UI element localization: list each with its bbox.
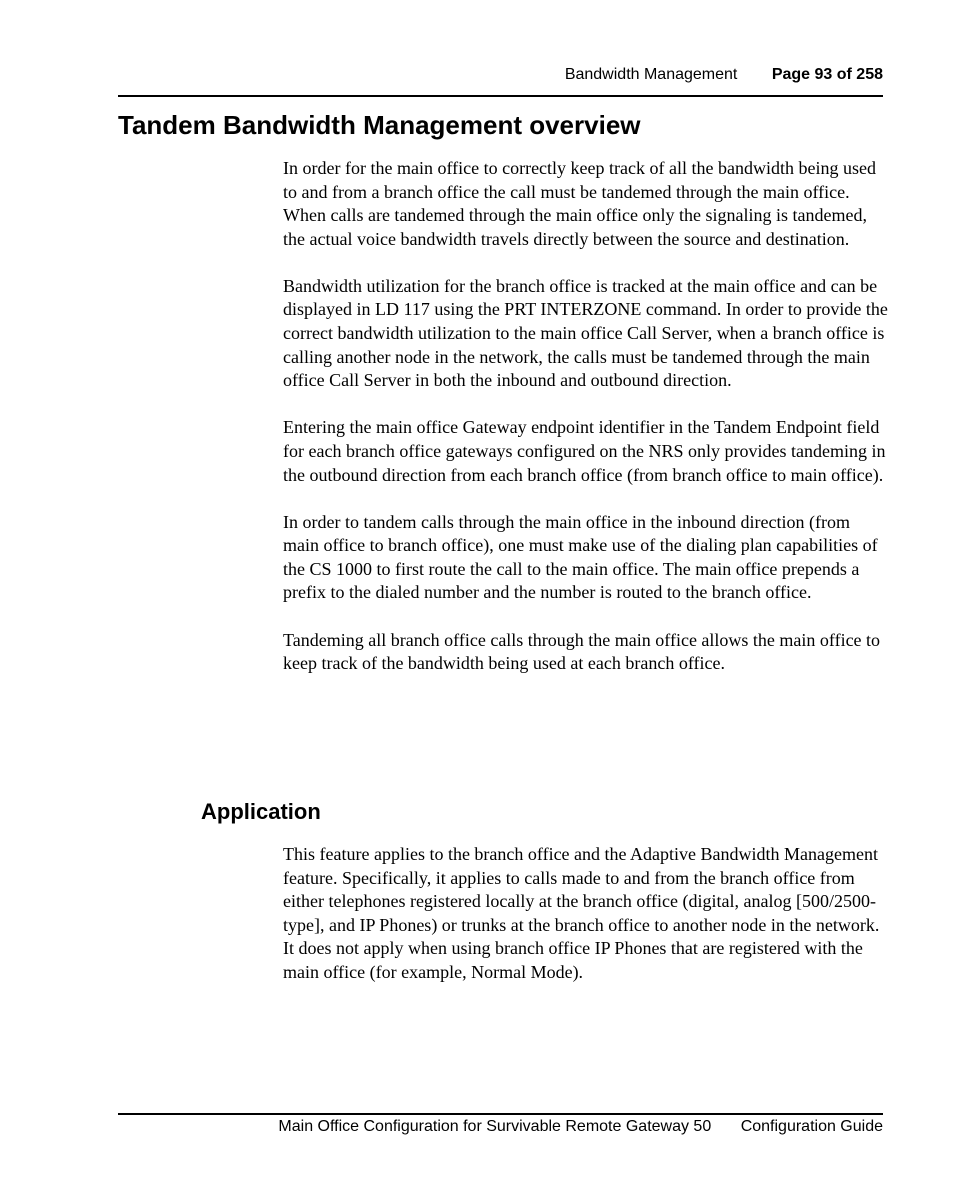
overview-body bbox=[283, 157, 888, 699]
paragraph: In order for the main office to correctly keep track of all the bandwidth being used to and from a branch office the call must be tandemed through the main office. When calls are tandemed through the main office only the signaling is tandemed, the actual voice bandwidth travels directly between the source and destination. bbox=[283, 158, 876, 249]
running-header bbox=[565, 66, 883, 84]
application-heading: Application bbox=[201, 799, 321, 824]
application-body bbox=[283, 843, 888, 1008]
paragraph: Tandeming all branch office calls through the main office allows the main office to keep track of the bandwidth being used at each branch office. bbox=[283, 629, 881, 674]
paragraph: Bandwidth utilization for the branch office is tracked at the main office and can be displayed in LD 117 using the PRT INTERZONE command. In order to provide the correct bandwidth utilization to the main office Call Server, when a branch office is calling another node in the network, the calls must be tandemed through the main office Call Server in both the inbound and outbound direction. bbox=[283, 275, 888, 391]
page-title: Tandem Bandwidth Management overview bbox=[118, 110, 641, 140]
page-number: Page 93 of 258 bbox=[771, 66, 883, 83]
footer-rule bbox=[118, 1113, 883, 1115]
footer-document-type: Configuration Guide bbox=[740, 1118, 883, 1135]
paragraph: Entering the main office Gateway endpoint identifier in the Tandem Endpoint field for each branch office gateways configured on the NRS only provides tandeming in the outbound direction from each branch office (from branch office to main office). bbox=[283, 417, 886, 485]
header-section-name: Bandwidth Management bbox=[564, 66, 738, 83]
footer-document-name: Main Office Configuration for Survivable Remote Gateway 50 bbox=[278, 1118, 712, 1135]
paragraph: In order to tandem calls through the main office in the inbound direction (from main office to branch office), one must make use of the dialing plan capabilities of the CS 1000 to first route the call to the main office. The main office prepends a prefix to the dialed number and the number is routed to the branch office. bbox=[283, 511, 878, 603]
header-rule bbox=[118, 95, 883, 97]
running-footer bbox=[278, 1118, 883, 1136]
paragraph: This feature applies to the branch office and the Adaptive Bandwidth Management feature. Specifically, it applies to calls made to and from the branch office from either telephones registered locally at the branch office (digital, analog [500/2500-type], and IP Phones) or trunks at the branch office to another node in the network. It does not apply when using branch office IP Phones that are registered with the main office (for example, Normal Mode). bbox=[283, 844, 880, 982]
